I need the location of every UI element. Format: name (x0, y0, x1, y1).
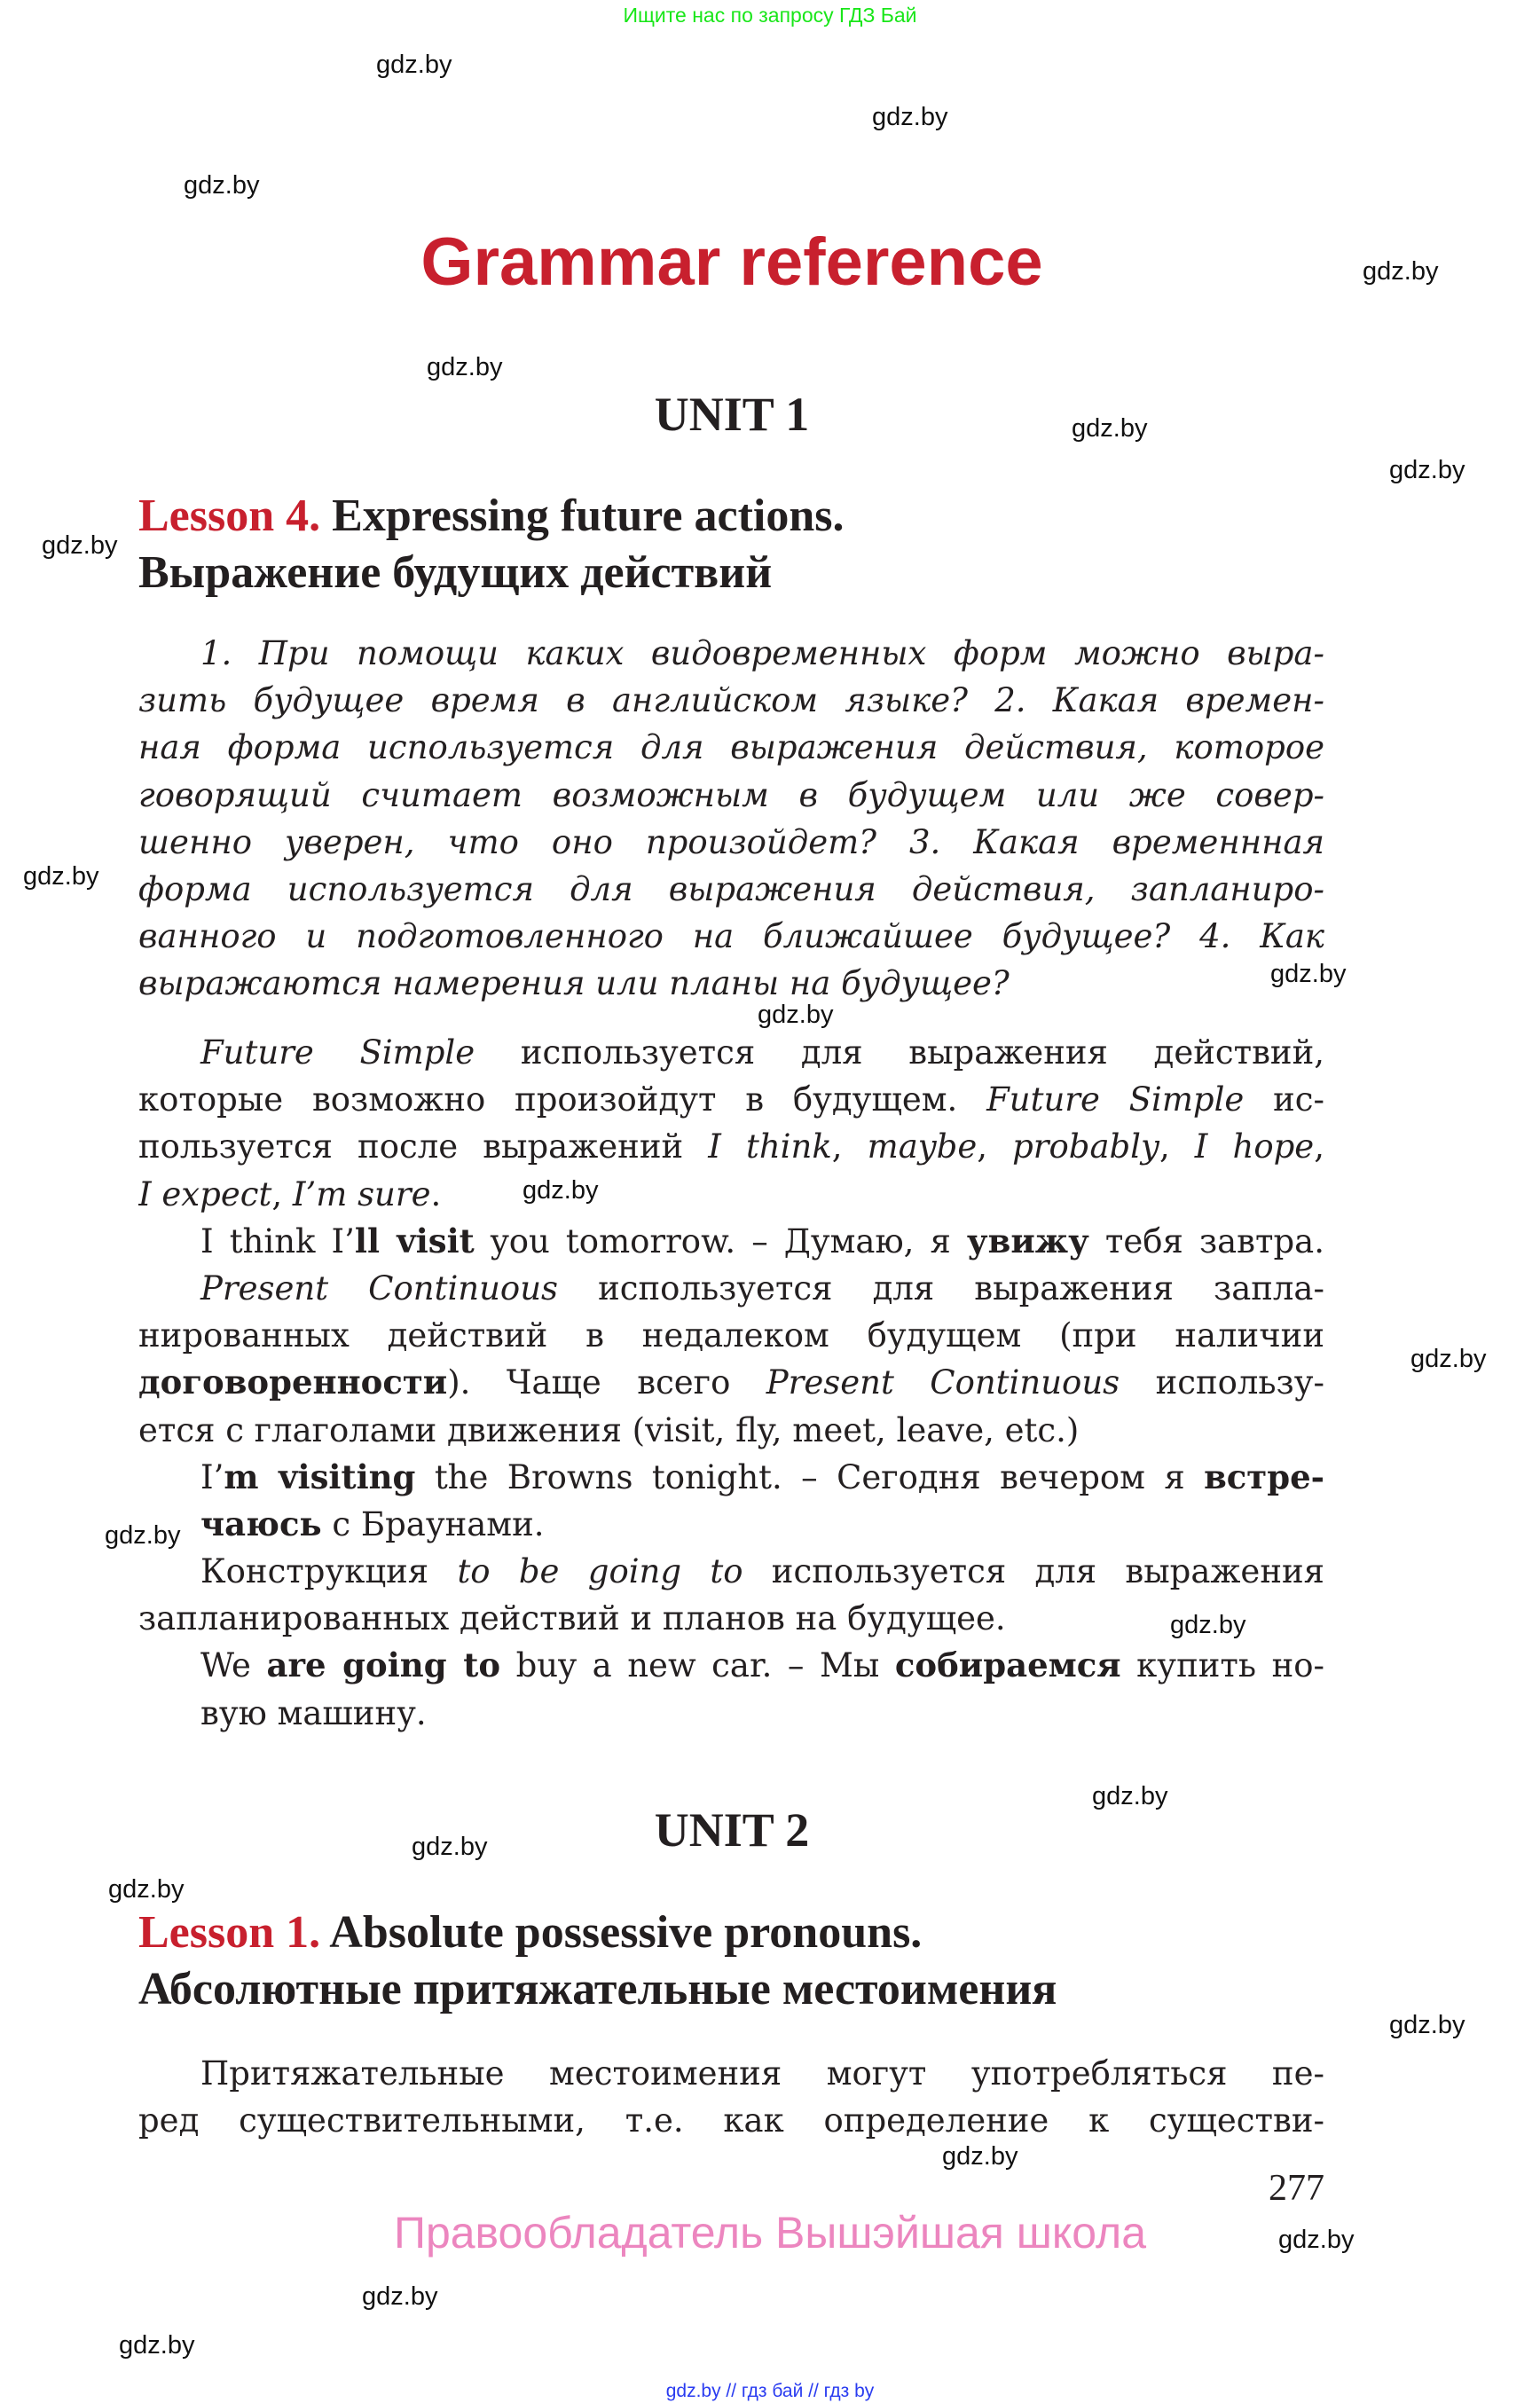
text-line: 1. При помощи каких видовременных форм можно выра- (200, 634, 1324, 672)
search-hint-banner: Ищите нас по запросу ГДЗ Бай (623, 4, 917, 27)
text-line (138, 1123, 1324, 1170)
text-segment: тебя завтра. (1088, 1221, 1324, 1260)
watermark: gdz.by (1410, 1345, 1487, 1373)
example-line (138, 1454, 1324, 1501)
watermark: gdz.by (1092, 1782, 1168, 1810)
copyright-owner: Правообладатель Вышэйшая школа (394, 2208, 1146, 2258)
text-segment: to be going to (457, 1552, 743, 1591)
text-segment: buy a new car. – Мы (500, 1646, 895, 1685)
page-title: Grammar reference (420, 224, 1043, 300)
text-segment: с Браунами. (321, 1504, 545, 1543)
text-segment: maybe (867, 1127, 978, 1166)
lesson-title-ru: Выражение будущих действий (138, 547, 773, 598)
text-segment: Present Continuous (200, 1268, 559, 1308)
text-segment: Конструкция (200, 1552, 458, 1591)
possessive-paragraph (138, 2050, 1324, 2144)
lesson-heading (138, 488, 845, 545)
watermark: gdz.by (1389, 2011, 1465, 2039)
footer-links[interactable]: gdz.by // гдз бай // гдз by (665, 2381, 875, 2401)
watermark: gdz.by (1270, 960, 1347, 988)
text-segment: , (1314, 1127, 1324, 1166)
text-segment: собираемся (894, 1645, 1121, 1685)
watermark: gdz.by (522, 1176, 599, 1205)
text-segment: пользуется после выражений (138, 1127, 709, 1166)
text-line: Притяжательные местоимения могут употребляться пе- (200, 2054, 1324, 2093)
watermark: gdz.by (1170, 1611, 1246, 1639)
text-line: ная форма используется для выражения действия, которое (138, 728, 1324, 767)
text-segment: Future Simple (200, 1033, 475, 1072)
text-segment: запланированных действий и планов на будущее. (138, 1599, 1006, 1638)
example-line (138, 1642, 1324, 1689)
text-segment: . (430, 1174, 442, 1213)
text-segment: Future Simple (986, 1080, 1245, 1119)
watermark: gdz.by (105, 1521, 181, 1550)
text-segment: the Browns tonight. – Сегодня вечером я (415, 1457, 1205, 1496)
watermark: gdz.by (1363, 257, 1439, 286)
example-line (138, 1218, 1324, 1265)
text-segment: We (200, 1646, 267, 1685)
text-segment: m visiting (224, 1457, 416, 1496)
text-segment: I’ (200, 1457, 224, 1496)
text-segment: чаюсь (200, 1504, 322, 1543)
text-segment: ется с глаголами движения (visit, fly, meet, leave, etc.) (138, 1410, 1080, 1449)
text-line: говорящий считает возможным в будущем или же совер- (138, 775, 1324, 814)
lesson-heading (138, 1904, 922, 1961)
text-segment: используется для выражения (742, 1552, 1324, 1591)
unit-1-heading: UNIT 1 (654, 388, 810, 441)
text-line: зить будущее время в английском языке? 2. Какая времен- (138, 681, 1324, 720)
text-segment: I think (708, 1127, 832, 1166)
watermark: gdz.by (412, 1833, 488, 1861)
text-segment: Present Continuous (766, 1363, 1120, 1402)
text-segment: , (831, 1127, 868, 1166)
lesson-title-ru: Абсолютные притяжательные местоимения (138, 1964, 1057, 2014)
text-segment: которые возможно произойдут в будущем. (138, 1080, 987, 1119)
text-segment: I hope (1194, 1127, 1315, 1166)
text-line: ванного и подготовленного на ближайшее будущее? 4. Как (138, 917, 1324, 956)
text-segment: купить но- (1120, 1646, 1324, 1685)
example-line (138, 1501, 1324, 1548)
watermark: gdz.by (1072, 414, 1148, 443)
lesson-title: Absolute possessive pronouns. (329, 1907, 923, 1958)
text-line (138, 1359, 1324, 1406)
text-segment: I’m sure (292, 1174, 431, 1213)
text-segment: договоренности (138, 1362, 448, 1402)
text-segment: ). Чаще всего (447, 1363, 766, 1402)
text-line (138, 1548, 1324, 1595)
text-segment: I think I’ (200, 1221, 355, 1260)
text-segment: are going to (266, 1645, 501, 1685)
watermark: gdz.by (184, 171, 260, 200)
text-line (138, 1029, 1324, 1076)
text-line (138, 1076, 1324, 1123)
text-segment: встре- (1204, 1457, 1324, 1496)
watermark: gdz.by (872, 103, 948, 131)
text-line: выражаются намерения или планы на будущее? (138, 964, 1010, 1003)
lesson-label: Lesson 4. (138, 491, 321, 541)
lesson-title: Expressing future actions. (332, 491, 845, 541)
text-segment: I expect (138, 1174, 272, 1213)
questions-paragraph (138, 630, 1324, 1008)
text-segment: используется для выражения запла- (558, 1268, 1324, 1308)
watermark: gdz.by (1389, 456, 1465, 484)
text-segment: probably (1012, 1127, 1159, 1166)
watermark: gdz.by (108, 1875, 185, 1904)
watermark: gdz.by (942, 2142, 1018, 2171)
text-segment: использу- (1120, 1363, 1324, 1402)
text-segment: ll visit (354, 1221, 475, 1260)
text-segment: you tomorrow. – Думаю, я (474, 1221, 967, 1260)
page-number: 277 (1269, 2168, 1324, 2209)
text-line (138, 1407, 1324, 1454)
watermark: gdz.by (758, 1001, 834, 1029)
text-segment: ис- (1244, 1080, 1324, 1119)
watermark: gdz.by (376, 51, 452, 79)
text-segment: , (1159, 1127, 1195, 1166)
watermark: gdz.by (362, 2282, 438, 2311)
text-line (138, 1171, 1324, 1218)
unit-2-heading: UNIT 2 (654, 1803, 810, 1857)
watermark: gdz.by (42, 531, 118, 560)
text-line (138, 1595, 1324, 1642)
watermark: gdz.by (1278, 2226, 1355, 2254)
explanation-text (138, 1029, 1324, 1737)
text-line (138, 1265, 1324, 1312)
watermark: gdz.by (427, 353, 503, 381)
text-segment: нированных действий в недалеком будущем (при наличии (138, 1316, 1324, 1355)
text-line: форма используется для выражения действия, запланиро- (138, 869, 1324, 908)
watermark: gdz.by (23, 862, 99, 891)
text-segment: используется для выражения действий, (475, 1033, 1324, 1072)
example-line (138, 1690, 1324, 1737)
text-segment: , (271, 1174, 293, 1213)
text-segment: увижу (966, 1221, 1089, 1260)
text-segment: , (977, 1127, 1013, 1166)
text-line (138, 1312, 1324, 1359)
watermark: gdz.by (119, 2331, 195, 2360)
lesson-label: Lesson 1. (138, 1907, 321, 1958)
text-segment: вую машину. (200, 1693, 427, 1732)
text-line: ред существительными, т.е. как определение к существи- (138, 2101, 1324, 2140)
text-line: шенно уверен, что оно произойдет? 3. Какая временнная (138, 822, 1324, 861)
